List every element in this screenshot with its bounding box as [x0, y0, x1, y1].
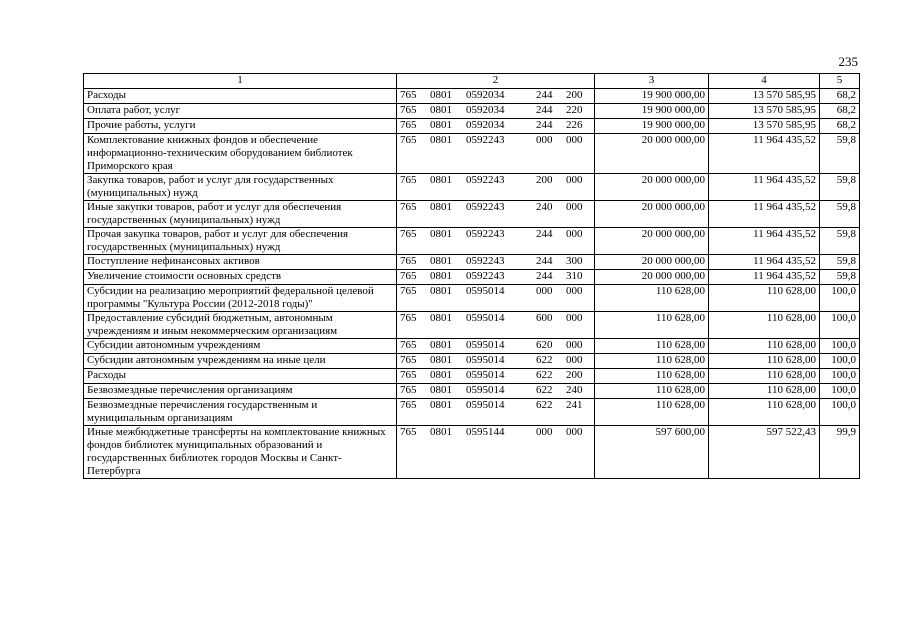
row-planned: 110 628,00: [595, 384, 709, 399]
row-codes: [397, 312, 595, 339]
row-executed: 110 628,00: [709, 354, 820, 369]
code-target: 0595014: [466, 339, 505, 351]
row-codes: [397, 119, 595, 134]
code-target: 0595144: [466, 426, 505, 438]
row-codes: [397, 285, 595, 312]
code-kosgu: 300: [566, 255, 583, 267]
code-admin: 765: [400, 369, 417, 381]
code-target: 0592243: [466, 201, 505, 213]
code-target: 0592034: [466, 104, 505, 116]
code-kosgu: 000: [566, 354, 583, 366]
row-percent: 100,0: [820, 312, 860, 339]
code-type: 244: [536, 255, 553, 267]
code-admin: 765: [400, 134, 417, 146]
code-admin: 765: [400, 89, 417, 101]
row-planned: 20 000 000,00: [595, 255, 709, 270]
code-target: 0595014: [466, 369, 505, 381]
row-name: Субсидии автономным учреждениям: [84, 339, 397, 354]
code-target: 0595014: [466, 354, 505, 366]
code-target: 0592034: [466, 89, 505, 101]
row-percent: 100,0: [820, 354, 860, 369]
code-section: 0801: [430, 426, 452, 438]
code-type: 200: [536, 174, 553, 186]
row-percent: 59,8: [820, 201, 860, 228]
row-executed: 110 628,00: [709, 312, 820, 339]
row-codes: [397, 270, 595, 285]
code-type: 620: [536, 339, 553, 351]
table-row: [84, 399, 860, 426]
row-name: Иные межбюджетные трансферты на комплектование книжных фондов библиотек муниципальных образований и государственных библиотек городов Москвы и Санкт-Петербурга: [84, 426, 397, 479]
table-row: [84, 369, 860, 384]
code-target: 0592243: [466, 174, 505, 186]
row-executed: 110 628,00: [709, 285, 820, 312]
row-name: Увеличение стоимости основных средств: [84, 270, 397, 285]
row-executed: 11 964 435,52: [709, 228, 820, 255]
column-header-4: 4: [709, 74, 820, 89]
code-type: 244: [536, 89, 553, 101]
row-executed: 11 964 435,52: [709, 174, 820, 201]
table-row: [84, 270, 860, 285]
row-percent: 68,2: [820, 104, 860, 119]
row-planned: 19 900 000,00: [595, 89, 709, 104]
row-executed: 110 628,00: [709, 369, 820, 384]
code-target: 0592243: [466, 255, 505, 267]
code-kosgu: 226: [566, 119, 583, 131]
column-header-2: 2: [397, 74, 595, 89]
code-admin: 765: [400, 228, 417, 240]
code-section: 0801: [430, 255, 452, 267]
table-row: [84, 174, 860, 201]
code-type: 622: [536, 384, 553, 396]
table-row: [84, 426, 860, 479]
code-section: 0801: [430, 399, 452, 411]
code-admin: 765: [400, 119, 417, 131]
table-row: [84, 119, 860, 134]
code-type: 622: [536, 399, 553, 411]
table-body: [84, 89, 860, 479]
code-kosgu: 200: [566, 89, 583, 101]
code-kosgu: 220: [566, 104, 583, 116]
code-target: 0592034: [466, 119, 505, 131]
row-name: Расходы: [84, 369, 397, 384]
row-percent: 100,0: [820, 285, 860, 312]
row-percent: 59,8: [820, 255, 860, 270]
table-row: [84, 134, 860, 174]
code-admin: 765: [400, 285, 417, 297]
row-percent: 59,8: [820, 134, 860, 174]
row-name: Предоставление субсидий бюджетным, автономным учреждениям и иным некоммерческим организациям: [84, 312, 397, 339]
row-codes: [397, 89, 595, 104]
row-percent: 100,0: [820, 384, 860, 399]
row-name: Прочая закупка товаров, работ и услуг для обеспечения государственных (муниципальных) нужд: [84, 228, 397, 255]
row-planned: 20 000 000,00: [595, 134, 709, 174]
code-admin: 765: [400, 312, 417, 324]
code-target: 0595014: [466, 312, 505, 324]
table-row: [84, 255, 860, 270]
table-row: [84, 354, 860, 369]
code-kosgu: 000: [566, 201, 583, 213]
column-header-5: 5: [820, 74, 860, 89]
table-row: [84, 312, 860, 339]
code-type: 244: [536, 228, 553, 240]
code-admin: 765: [400, 255, 417, 267]
row-planned: 20 000 000,00: [595, 228, 709, 255]
row-executed: 11 964 435,52: [709, 255, 820, 270]
code-target: 0595014: [466, 285, 505, 297]
row-name: Расходы: [84, 89, 397, 104]
code-kosgu: 000: [566, 312, 583, 324]
row-name: Иные закупки товаров, работ и услуг для обеспечения государственных (муниципальных) нужд: [84, 201, 397, 228]
table-row: [84, 228, 860, 255]
table-row: [84, 89, 860, 104]
code-type: 244: [536, 119, 553, 131]
row-name: Закупка товаров, работ и услуг для государственных (муниципальных) нужд: [84, 174, 397, 201]
row-codes: [397, 369, 595, 384]
row-percent: 59,8: [820, 270, 860, 285]
row-planned: 110 628,00: [595, 312, 709, 339]
code-target: 0595014: [466, 399, 505, 411]
row-codes: [397, 426, 595, 479]
code-type: 622: [536, 369, 553, 381]
code-kosgu: 000: [566, 285, 583, 297]
row-planned: 19 900 000,00: [595, 119, 709, 134]
table-row: [84, 339, 860, 354]
row-planned: 110 628,00: [595, 354, 709, 369]
code-admin: 765: [400, 399, 417, 411]
column-header-3: 3: [595, 74, 709, 89]
row-percent: 68,2: [820, 89, 860, 104]
code-kosgu: 000: [566, 134, 583, 146]
row-codes: [397, 399, 595, 426]
code-section: 0801: [430, 104, 452, 116]
row-codes: [397, 174, 595, 201]
row-name: Субсидии на реализацию мероприятий федеральной целевой программы "Культура России (2012-2018 годы)": [84, 285, 397, 312]
row-name: Безвозмездные перечисления организациям: [84, 384, 397, 399]
code-target: 0595014: [466, 384, 505, 396]
code-kosgu: 241: [566, 399, 583, 411]
code-section: 0801: [430, 201, 452, 213]
row-name: Субсидии автономным учреждениям на иные цели: [84, 354, 397, 369]
code-admin: 765: [400, 384, 417, 396]
code-section: 0801: [430, 174, 452, 186]
row-name: Комплектование книжных фондов и обеспечение информационно-техническим оборудованием библиотек Приморского края: [84, 134, 397, 174]
code-kosgu: 000: [566, 426, 583, 438]
code-admin: 765: [400, 354, 417, 366]
table-row: [84, 285, 860, 312]
row-name: Оплата работ, услуг: [84, 104, 397, 119]
row-name: Прочие работы, услуги: [84, 119, 397, 134]
code-type: 244: [536, 270, 553, 282]
code-kosgu: 200: [566, 369, 583, 381]
row-percent: 68,2: [820, 119, 860, 134]
code-admin: 765: [400, 104, 417, 116]
code-admin: 765: [400, 174, 417, 186]
row-planned: 20 000 000,00: [595, 201, 709, 228]
code-kosgu: 310: [566, 270, 583, 282]
code-admin: 765: [400, 270, 417, 282]
code-type: 000: [536, 426, 553, 438]
row-executed: 597 522,43: [709, 426, 820, 479]
page-number: 235: [838, 54, 858, 69]
code-kosgu: 000: [566, 228, 583, 240]
row-planned: 597 600,00: [595, 426, 709, 479]
row-name: Безвозмездные перечисления государственным и муниципальным организациям: [84, 399, 397, 426]
code-section: 0801: [430, 89, 452, 101]
code-section: 0801: [430, 339, 452, 351]
code-type: 240: [536, 201, 553, 213]
code-target: 0592243: [466, 270, 505, 282]
row-executed: 13 570 585,95: [709, 104, 820, 119]
table-header-row: [84, 74, 860, 89]
code-target: 0592243: [466, 228, 505, 240]
table-row: [84, 384, 860, 399]
row-codes: [397, 354, 595, 369]
table-row: [84, 104, 860, 119]
row-planned: 19 900 000,00: [595, 104, 709, 119]
code-type: 244: [536, 104, 553, 116]
row-executed: 13 570 585,95: [709, 89, 820, 104]
table-row: [84, 201, 860, 228]
row-planned: 110 628,00: [595, 339, 709, 354]
code-section: 0801: [430, 285, 452, 297]
code-section: 0801: [430, 369, 452, 381]
row-codes: [397, 134, 595, 174]
row-percent: 99,9: [820, 426, 860, 479]
code-kosgu: 000: [566, 174, 583, 186]
code-kosgu: 000: [566, 339, 583, 351]
row-executed: 11 964 435,52: [709, 201, 820, 228]
code-section: 0801: [430, 384, 452, 396]
row-codes: [397, 339, 595, 354]
budget-table: [83, 73, 860, 479]
row-percent: 59,8: [820, 228, 860, 255]
code-admin: 765: [400, 339, 417, 351]
row-planned: 110 628,00: [595, 399, 709, 426]
code-section: 0801: [430, 312, 452, 324]
row-percent: 100,0: [820, 339, 860, 354]
code-section: 0801: [430, 354, 452, 366]
row-codes: [397, 255, 595, 270]
row-executed: 11 964 435,52: [709, 134, 820, 174]
row-codes: [397, 384, 595, 399]
row-executed: 110 628,00: [709, 339, 820, 354]
code-admin: 765: [400, 426, 417, 438]
row-planned: 20 000 000,00: [595, 174, 709, 201]
row-name: Поступление нефинансовых активов: [84, 255, 397, 270]
row-codes: [397, 228, 595, 255]
code-type: 622: [536, 354, 553, 366]
code-type: 000: [536, 134, 553, 146]
code-section: 0801: [430, 270, 452, 282]
code-section: 0801: [430, 228, 452, 240]
code-type: 000: [536, 285, 553, 297]
column-header-1: 1: [84, 74, 397, 89]
row-codes: [397, 104, 595, 119]
row-executed: 110 628,00: [709, 384, 820, 399]
row-planned: 110 628,00: [595, 369, 709, 384]
code-admin: 765: [400, 201, 417, 213]
row-percent: 100,0: [820, 399, 860, 426]
code-kosgu: 240: [566, 384, 583, 396]
row-executed: 13 570 585,95: [709, 119, 820, 134]
code-section: 0801: [430, 119, 452, 131]
code-section: 0801: [430, 134, 452, 146]
row-planned: 20 000 000,00: [595, 270, 709, 285]
code-type: 600: [536, 312, 553, 324]
code-target: 0592243: [466, 134, 505, 146]
row-codes: [397, 201, 595, 228]
row-executed: 11 964 435,52: [709, 270, 820, 285]
row-percent: 59,8: [820, 174, 860, 201]
row-executed: 110 628,00: [709, 399, 820, 426]
row-percent: 100,0: [820, 369, 860, 384]
row-planned: 110 628,00: [595, 285, 709, 312]
